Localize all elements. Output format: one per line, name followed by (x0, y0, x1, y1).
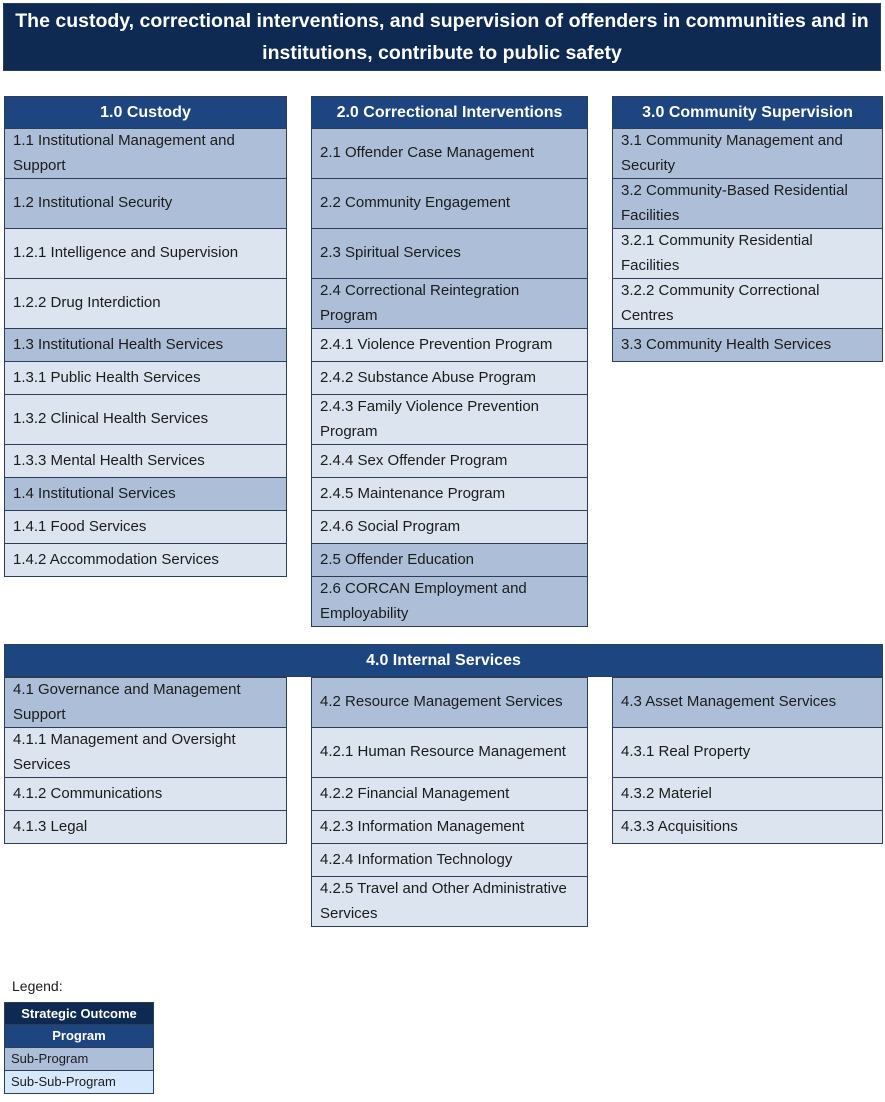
sub-sub-program-item: 3.2.1 Community Residential Facilities (612, 229, 883, 279)
program-items-correctional-interventions (311, 129, 588, 627)
internal-services-column-governance (4, 677, 287, 844)
sub-sub-program-item: 4.1.2 Communications (4, 778, 287, 811)
program-header-community-supervision: 3.0 Community Supervision (612, 96, 883, 129)
sub-program-item: 1.3 Institutional Health Services (4, 329, 287, 362)
sub-sub-program-item: 4.2.4 Information Technology (311, 844, 588, 877)
sub-program-item: 2.4 Correctional Reintegration Program (311, 279, 588, 329)
internal-items-asset (612, 677, 883, 844)
sub-program-item: 2.2 Community Engagement (311, 179, 588, 229)
internal-items-resource (311, 677, 588, 927)
sub-sub-program-item: 2.4.1 Violence Prevention Program (311, 329, 588, 362)
program-header-correctional-interventions: 2.0 Correctional Interventions (311, 96, 588, 129)
sub-sub-program-item: 1.3.2 Clinical Health Services (4, 395, 287, 445)
program-items-community-supervision (612, 129, 883, 362)
sub-sub-program-item: 3.2.2 Community Correctional Centres (612, 279, 883, 329)
sub-program-item: 4.2 Resource Management Services (311, 678, 588, 728)
sub-program-item: 1.1 Institutional Management and Support (4, 129, 287, 179)
sub-sub-program-item: 2.4.4 Sex Offender Program (311, 445, 588, 478)
sub-sub-program-item: 1.4.1 Food Services (4, 511, 287, 544)
sub-sub-program-item: 4.3.1 Real Property (612, 728, 883, 778)
sub-sub-program-item: 1.3.3 Mental Health Services (4, 445, 287, 478)
sub-program-item: 1.2 Institutional Security (4, 179, 287, 229)
sub-sub-program-item: 1.3.1 Public Health Services (4, 362, 287, 395)
sub-program-item: 4.3 Asset Management Services (612, 678, 883, 728)
sub-sub-program-item: 4.2.2 Financial Management (311, 778, 588, 811)
sub-program-item: 2.3 Spiritual Services (311, 229, 588, 279)
sub-program-item: 3.2 Community-Based Residential Facilities (612, 179, 883, 229)
sub-sub-program-item: 4.2.1 Human Resource Management (311, 728, 588, 778)
legend-sub-sub-program: Sub-Sub-Program (4, 1071, 154, 1094)
sub-sub-program-item: 4.2.5 Travel and Other Administrative Services (311, 877, 588, 927)
sub-sub-program-item: 4.1.3 Legal (4, 811, 287, 844)
sub-program-item: 2.1 Offender Case Management (311, 129, 588, 179)
sub-sub-program-item: 2.4.6 Social Program (311, 511, 588, 544)
legend-sub-program: Sub-Program (4, 1048, 154, 1071)
sub-sub-program-item: 2.4.5 Maintenance Program (311, 478, 588, 511)
sub-program-item: 3.3 Community Health Services (612, 329, 883, 362)
sub-sub-program-item: 4.1.1 Management and Oversight Services (4, 728, 287, 778)
sub-sub-program-item: 1.4.2 Accommodation Services (4, 544, 287, 577)
sub-program-item: 4.1 Governance and Management Support (4, 678, 287, 728)
strategic-outcome-text: The custody, correctional interventions, and supervision of offenders in communities and in institutions, contribute to public safety (15, 10, 869, 64)
program-column-community-supervision (612, 96, 883, 362)
program-header-custody: 1.0 Custody (4, 96, 287, 129)
sub-sub-program-item: 4.2.3 Information Management (311, 811, 588, 844)
legend-program: Program (4, 1025, 154, 1048)
program-items-custody (4, 129, 287, 577)
sub-sub-program-item: 4.3.2 Materiel (612, 778, 883, 811)
internal-services-column-asset (612, 677, 883, 844)
program-column-correctional-interventions (311, 96, 588, 627)
legend (4, 1002, 154, 1094)
strategic-outcome-banner (3, 3, 881, 71)
sub-sub-program-item: 1.2.1 Intelligence and Supervision (4, 229, 287, 279)
sub-sub-program-item: 4.3.3 Acquisitions (612, 811, 883, 844)
internal-items-governance (4, 677, 287, 844)
sub-program-item: 1.4 Institutional Services (4, 478, 287, 511)
sub-program-item: 3.1 Community Management and Security (612, 129, 883, 179)
sub-program-item: 2.5 Offender Education (311, 544, 588, 577)
legend-strategic-outcome: Strategic Outcome (4, 1002, 154, 1025)
internal-services-column-resource (311, 677, 588, 927)
program-header-internal-services: 4.0 Internal Services (4, 644, 883, 677)
sub-sub-program-item: 2.4.3 Family Violence Prevention Program (311, 395, 588, 445)
sub-sub-program-item: 1.2.2 Drug Interdiction (4, 279, 287, 329)
program-column-custody (4, 96, 287, 577)
sub-sub-program-item: 2.4.2 Substance Abuse Program (311, 362, 588, 395)
sub-program-item: 2.6 CORCAN Employment and Employability (311, 577, 588, 627)
legend-title: Legend: (12, 978, 63, 994)
